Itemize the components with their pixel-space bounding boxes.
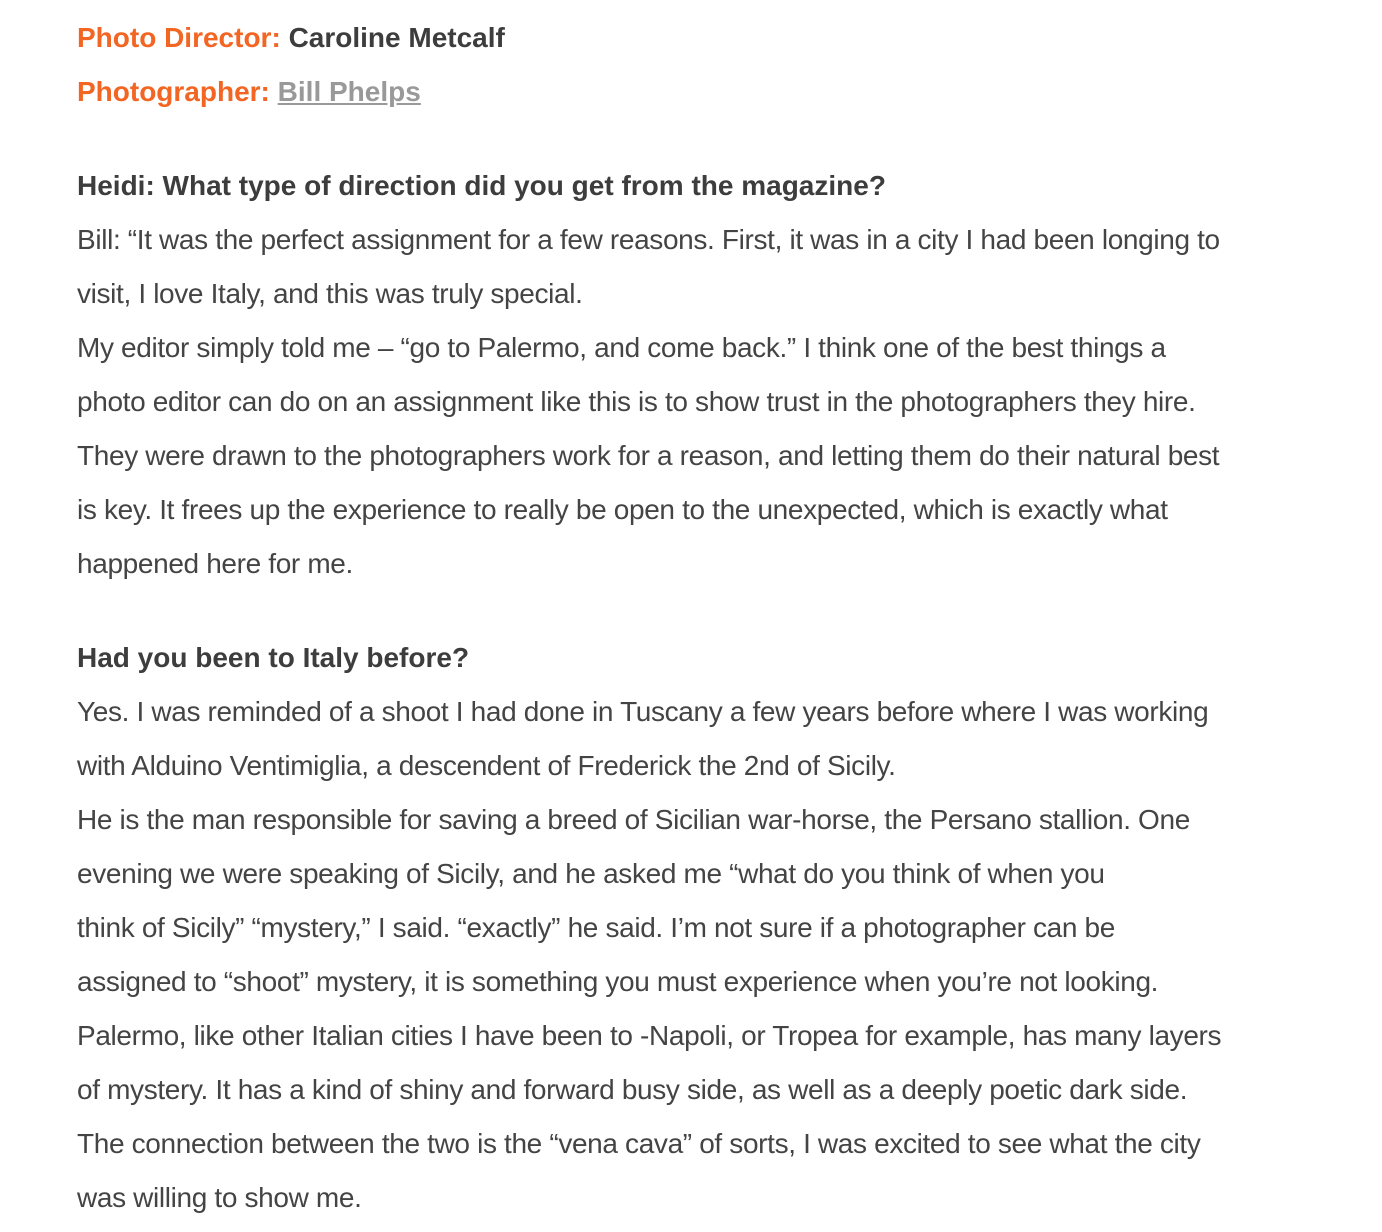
section-spacer: [77, 591, 1367, 631]
answer-line: Bill: “It was the perfect assignment for a few reasons. First, it was in a city I had been longing to: [77, 224, 1220, 255]
photo-director-name: Caroline Metcalf: [288, 22, 505, 53]
photo-director-credit: [77, 11, 1367, 65]
question-heading: Had you been to Italy before?: [77, 642, 470, 673]
photographer-credit: [77, 65, 1367, 119]
photographer-label: Photographer:: [77, 76, 270, 107]
answer-line: think of Sicily” “mystery,” I said. “exactly” he said. I’m not sure if a photographer can be: [77, 912, 1115, 943]
question-heading: Heidi: What type of direction did you get from the magazine?: [77, 170, 886, 201]
article-body: [77, 11, 1367, 1225]
photo-director-label: Photo Director:: [77, 22, 281, 53]
answer-line: visit, I love Italy, and this was truly special.: [77, 278, 583, 309]
answer-line: is key. It frees up the experience to really be open to the unexpected, which is exactly what: [77, 494, 1168, 525]
answer-line: happened here for me.: [77, 548, 353, 579]
section-spacer: [77, 119, 1367, 159]
answer-line: My editor simply told me – “go to Palermo, and come back.” I think one of the best things a: [77, 332, 1166, 363]
answer-line: He is the man responsible for saving a breed of Sicilian war-horse, the Persano stallion. One: [77, 804, 1190, 835]
answer-line: Palermo, like other Italian cities I have been to -Napoli, or Tropea for example, has many layers: [77, 1020, 1222, 1051]
answer-line: photo editor can do on an assignment like this is to show trust in the photographers they hire.: [77, 386, 1196, 417]
answer-line: Yes. I was reminded of a shoot I had done in Tuscany a few years before where I was working: [77, 696, 1209, 727]
answer-line: assigned to “shoot” mystery, it is something you must experience when you’re not looking.: [77, 966, 1159, 997]
answer-line: was willing to show me.: [77, 1182, 362, 1213]
answer-line: with Alduino Ventimiglia, a descendent of Frederick the 2nd of Sicily.: [77, 750, 896, 781]
answer-line: evening we were speaking of Sicily, and he asked me “what do you think of when you: [77, 858, 1105, 889]
answer-line: of mystery. It has a kind of shiny and forward busy side, as well as a deeply poetic dark side.: [77, 1074, 1188, 1105]
answer-line: They were drawn to the photographers work for a reason, and letting them do their natural best: [77, 440, 1220, 471]
interview-section-1: [77, 159, 1367, 591]
answer-line: The connection between the two is the “vena cava” of sorts, I was excited to see what the city: [77, 1128, 1201, 1159]
interview-section-2: [77, 631, 1367, 1225]
photographer-name-link[interactable]: Bill Phelps: [277, 76, 421, 107]
